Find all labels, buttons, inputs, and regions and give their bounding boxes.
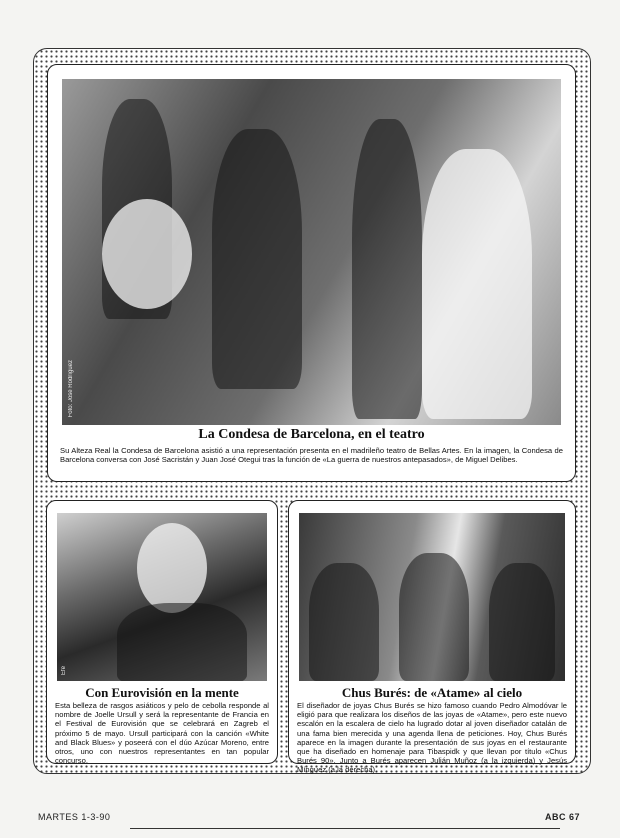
main-story-panel — [47, 64, 576, 482]
photo-figure — [137, 523, 207, 613]
photo-credit: Foto: José Rodríguez — [68, 359, 74, 417]
bottom-rule — [130, 828, 560, 829]
photo-figure — [422, 149, 532, 419]
main-story-body: Su Alteza Real la Condesa de Barcelona asistió a una representación presenta en el madrileño teatro de Bellas Artes. En la imagen, la Condesa de Barcelona conversa con José Sacristán y Juan José Otegui tras la función de «La guerra de nuestros antepasados», de Miguel Delibes. — [60, 446, 563, 465]
photo-figure — [117, 603, 247, 681]
eurovision-story-photo — [57, 513, 267, 681]
eurovision-story-headline: Con Eurovisión en la mente — [85, 685, 239, 700]
bures-story-body: El diseñador de joyas Chus Burés se hizo famoso cuando Pedro Almodóvar le eligió para que realizara los diseños de las joyas de «Atame», pero este nuevo escalón en la escalera de cielo ha lugrado dotar al joven diseñador catalán de una fama bien merecida y una agenda llena de peticiones. Hoy, Chus Burés aparece en la imagen durante la presentación de sus joyas en el restaurante que ha diseñado en homenaje para Tibaspidk y que llevan por título «Chus Burés 90». Junto a Burés aparecen Julián Muñoz (a la izquierda) y Jesús Mínguez (a la derecha). — [297, 701, 567, 775]
photo-figure — [489, 563, 555, 681]
bures-story-headline: Chus Burés: de «Atame» al cielo — [341, 685, 523, 700]
bures-story-panel — [288, 500, 576, 775]
main-story-headline: La Condesa de Barcelona, en el teatro — [198, 427, 425, 442]
main-story-photo — [62, 79, 561, 425]
photo-figure — [212, 129, 302, 389]
photo-credit: Efe — [61, 665, 67, 675]
eurovision-story-panel — [46, 500, 278, 764]
photo-figure — [102, 199, 192, 309]
photo-figure — [352, 119, 422, 419]
eurovision-story-body: Esta belleza de rasgos asiáticos y pelo de cebolla responde al nombre de Joelle Ursull y será la representante de Francia en el Festival de Eurovisión que se celebrará en Zagreb el próximo 5 de mayo. Ursull participará con la canción «White and Black Blues» y poseerá con el dúo Azúcar Moreno, entre otros, uno con nuestros representantes en tan popular concurso. — [55, 701, 269, 766]
page-date: MARTES 1-3-90 — [38, 812, 111, 822]
photo-figure — [309, 563, 379, 681]
photo-figure — [399, 553, 469, 681]
page-number: ABC 67 — [544, 812, 580, 822]
bures-story-photo — [299, 513, 565, 681]
